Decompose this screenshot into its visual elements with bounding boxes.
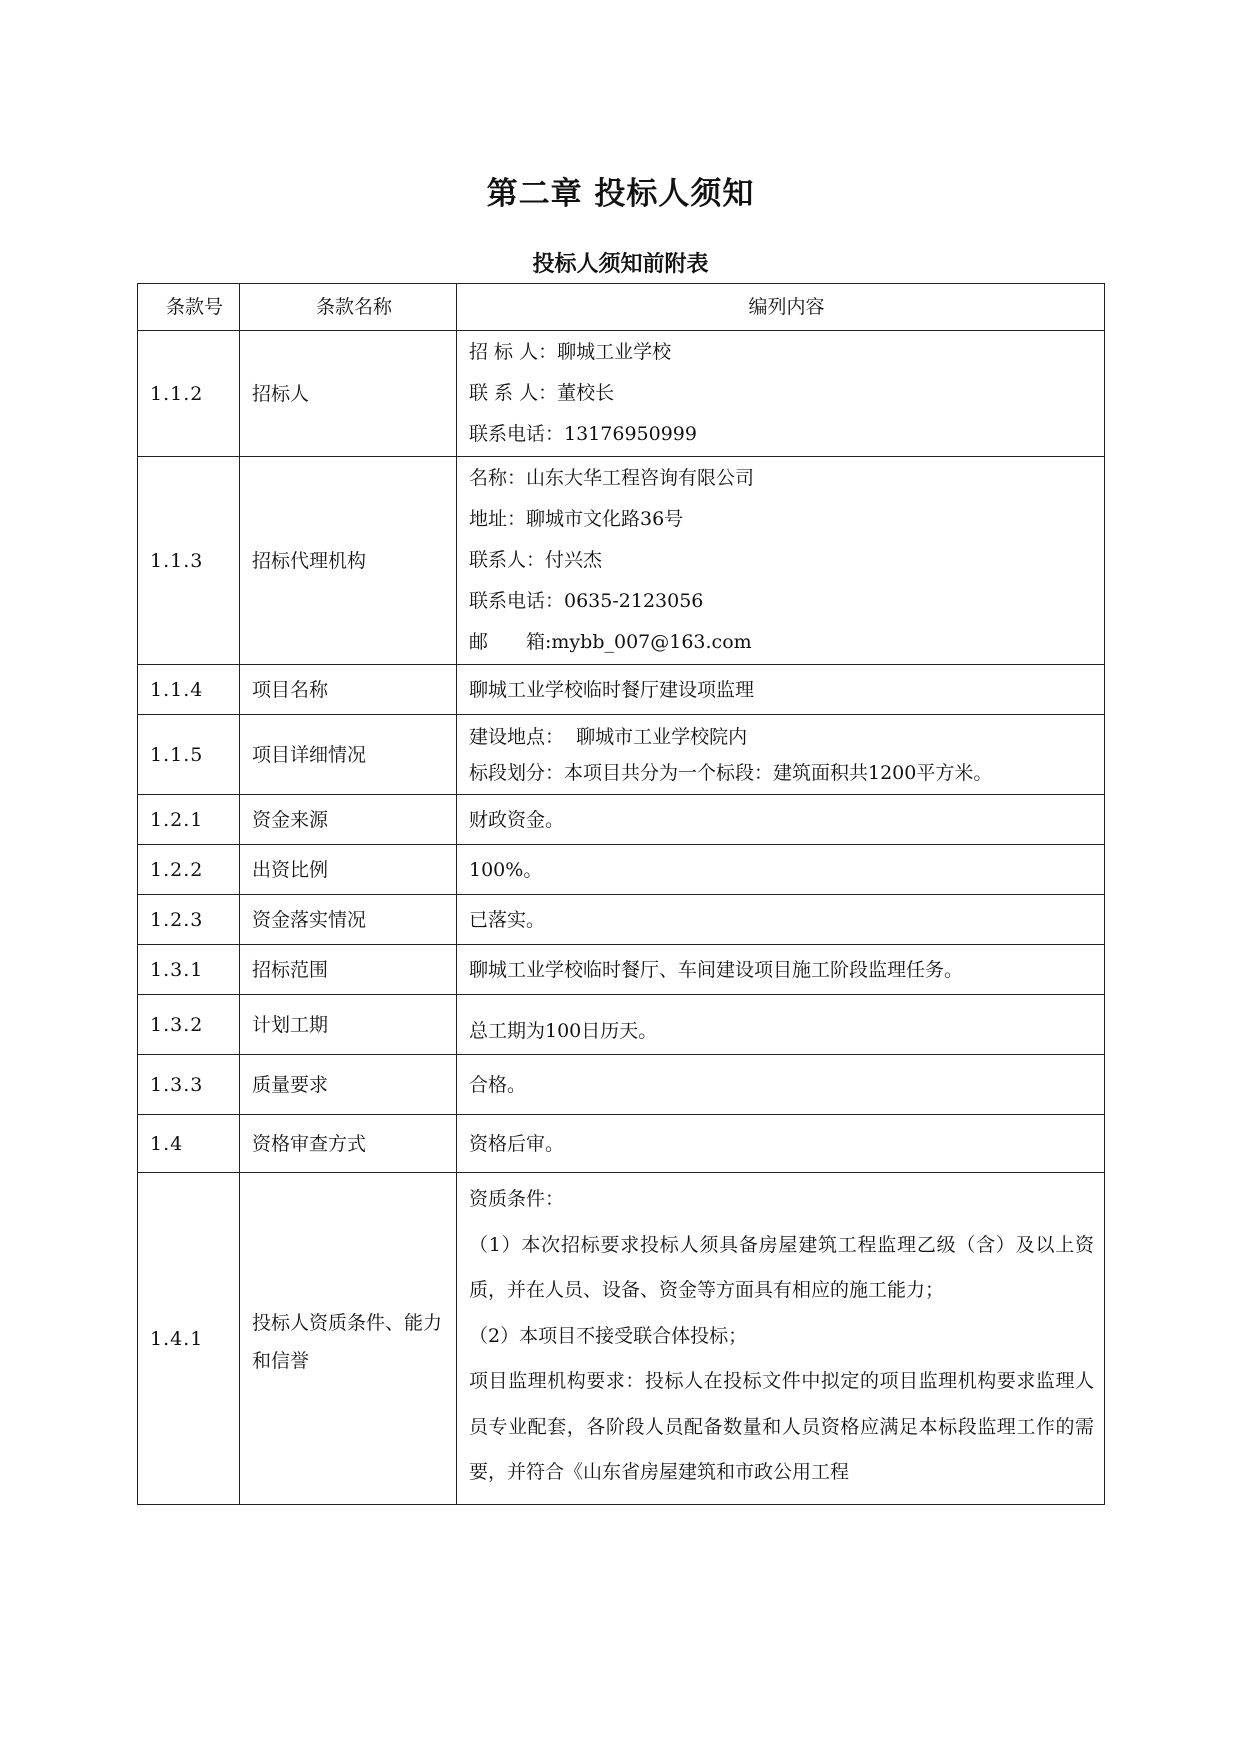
clause-name: 项目名称 <box>240 665 457 715</box>
clause-name: 资格审查方式 <box>240 1115 457 1173</box>
chapter-title: 第二章 投标人须知 <box>486 176 755 212</box>
bidder-instructions-table <box>137 283 1105 1505</box>
content-line: 地址：聊城市文化路36号 <box>469 508 684 530</box>
clause-name: 资金落实情况 <box>240 895 457 945</box>
table-row <box>138 995 1105 1055</box>
header-clause-name: 条款名称 <box>240 284 457 331</box>
clause-content <box>457 1173 1105 1505</box>
table-row <box>138 715 1105 795</box>
clause-content <box>457 331 1105 457</box>
header-content: 编列内容 <box>457 284 1105 331</box>
clause-no: 1.4 <box>138 1115 240 1173</box>
content-line: 邮 箱:mybb_007@163.com <box>469 631 752 653</box>
clause-content: 聊城工业学校临时餐厅建设项监理 <box>457 665 1105 715</box>
clause-no: 1.4.1 <box>138 1173 240 1505</box>
content-line: 联系电话：13176950999 <box>469 423 697 445</box>
content-line: 名称：山东大华工程咨询有限公司 <box>469 467 755 489</box>
clause-name: 资金来源 <box>240 795 457 845</box>
clause-no: 1.3.2 <box>138 995 240 1055</box>
clause-no: 1.1.5 <box>138 715 240 795</box>
clause-name: 招标代理机构 <box>240 457 457 665</box>
content-line: （1）本次招标要求投标人须具备房屋建筑工程监理乙级（含）及以上资质，并在人员、设备、资金等方面具有相应的施工能力； <box>469 1233 1094 1301</box>
clause-name: 质量要求 <box>240 1055 457 1115</box>
content-line: 标段划分：本项目共分为一个标段：建筑面积共1200平方米。 <box>469 761 993 784</box>
table-row <box>138 795 1105 845</box>
table-title: 投标人须知前附表 <box>532 251 709 277</box>
clause-no: 1.3.3 <box>138 1055 240 1115</box>
clause-content: 100%。 <box>457 845 1105 895</box>
content-line: 建设地点： 聊城市工业学校院内 <box>469 725 748 748</box>
clause-no: 1.1.4 <box>138 665 240 715</box>
header-clause-no: 条款号 <box>138 284 240 331</box>
clause-no: 1.2.1 <box>138 795 240 845</box>
clause-name: 招标范围 <box>240 945 457 995</box>
content-line: 联系电话：0635-2123056 <box>469 590 704 612</box>
clause-no: 1.1.3 <box>138 457 240 665</box>
content-line: 项目监理机构要求：投标人在投标文件中拟定的项目监理机构要求监理人员专业配套，各阶段人员配备数量和人员资格应满足本标段监理工作的需要，并符合《山东省房屋建筑和市政公用工程 <box>469 1370 1094 1483</box>
clause-content <box>457 457 1105 665</box>
clause-no: 1.3.1 <box>138 945 240 995</box>
table-row <box>138 1115 1105 1173</box>
table-row <box>138 331 1105 457</box>
table-row <box>138 457 1105 665</box>
clause-no: 1.2.3 <box>138 895 240 945</box>
clause-content: 合格。 <box>457 1055 1105 1115</box>
clause-name <box>240 1173 457 1505</box>
content-line: （2）本项目不接受联合体投标； <box>469 1324 748 1347</box>
content-line: 联 系 人：董校长 <box>469 382 615 404</box>
clause-content: 资格后审。 <box>457 1115 1105 1173</box>
content-line: 资质条件： <box>469 1188 565 1210</box>
table-row <box>138 845 1105 895</box>
clause-name-text: 投标人资质条件、能力和信誉 <box>252 1311 443 1372</box>
content-line: 招 标 人：聊城工业学校 <box>469 341 672 363</box>
clause-content: 聊城工业学校临时餐厅、车间建设项目施工阶段监理任务。 <box>457 945 1105 995</box>
table-header-row <box>138 284 1105 331</box>
clause-content <box>457 715 1105 795</box>
clause-content: 财政资金。 <box>457 795 1105 845</box>
clause-name: 项目详细情况 <box>240 715 457 795</box>
clause-no: 1.1.2 <box>138 331 240 457</box>
clause-content: 已落实。 <box>457 895 1105 945</box>
table-row <box>138 665 1105 715</box>
content-line: 联系人：付兴杰 <box>469 549 603 571</box>
clause-name: 招标人 <box>240 331 457 457</box>
clause-content: 总工期为100日历天。 <box>457 995 1105 1055</box>
table-row <box>138 1173 1105 1505</box>
table-row <box>138 1055 1105 1115</box>
table-row <box>138 945 1105 995</box>
table-row <box>138 895 1105 945</box>
clause-name: 出资比例 <box>240 845 457 895</box>
clause-name: 计划工期 <box>240 995 457 1055</box>
clause-no: 1.2.2 <box>138 845 240 895</box>
